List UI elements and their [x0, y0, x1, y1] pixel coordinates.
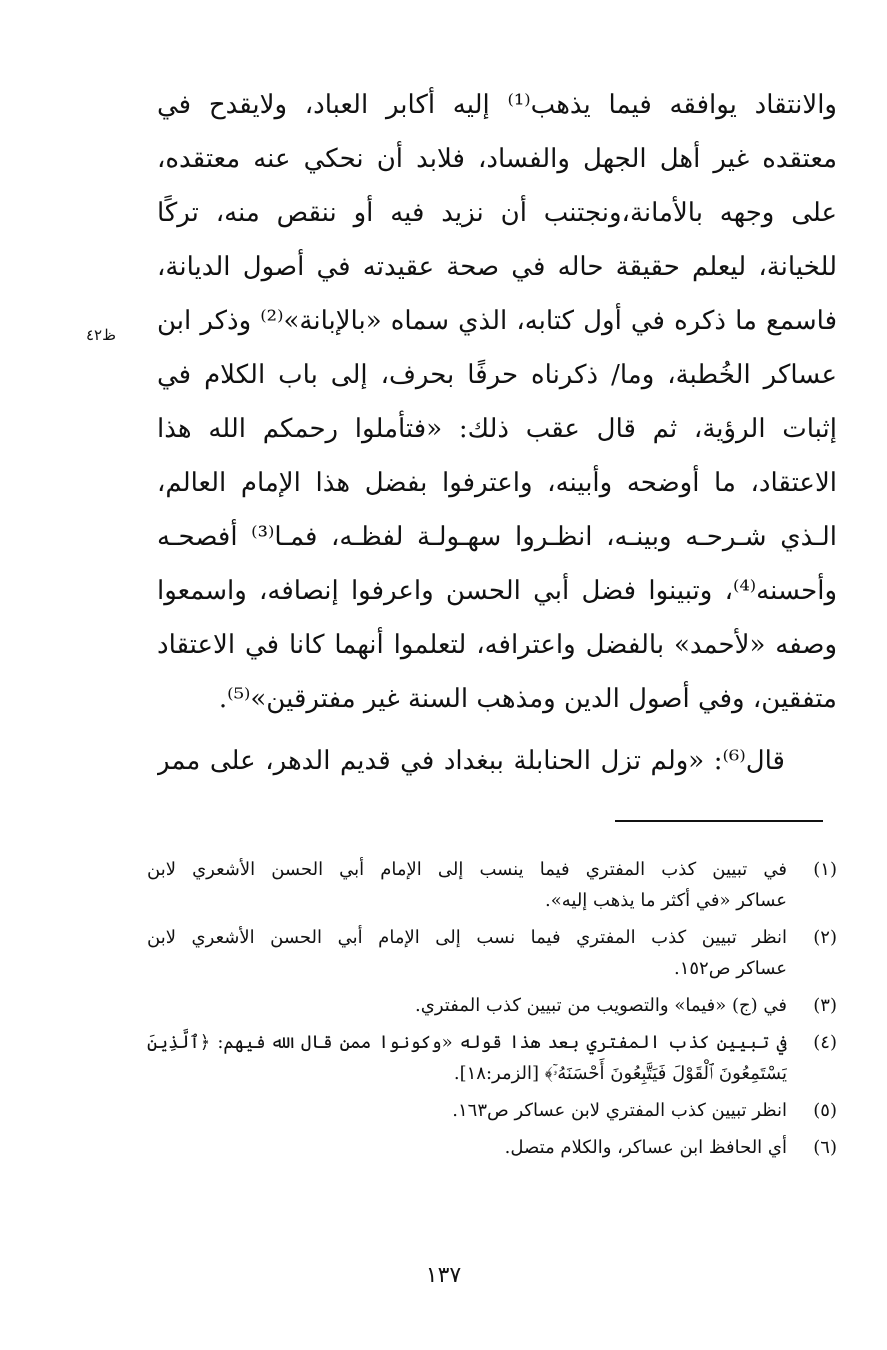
footnote-5	[147, 1095, 837, 1126]
footnote-4	[147, 1027, 837, 1089]
main-text-line: وصفه «لأحمد» بالفضل واعترافه، لتعلموا أنهما كانا في الاعتقاد	[157, 630, 837, 660]
footnote-3	[147, 990, 837, 1021]
main-text-line: متفقين، وفي أصول الدين ومذهب السنة غير مفترقين»⁽⁵⁾.	[218, 684, 837, 714]
footnote-number: (٢)	[813, 927, 837, 948]
footnote-text: أي الحافظ ابن عساكر، والكلام متصل.	[504, 1137, 787, 1158]
footnote-text: عساكر «في أكثر ما يذهب إليه».	[545, 890, 787, 911]
main-text-line: وأحسنه⁽⁴⁾، وتبينوا فضل أبي الحسن واعرفوا إنصافه، واسمعوا	[157, 576, 837, 606]
page-number: ١٣٧	[425, 1263, 462, 1288]
footnote-6	[147, 1132, 837, 1163]
paragraph-start-line: قال⁽⁶⁾: «ولم تزل الحنابلة ببغداد في قديم الدهر، على ممر	[157, 746, 785, 776]
footnote-2	[147, 922, 837, 984]
footnote-quran-verse: يَسْتَمِعُونَ ٱلْقَوْلَ فَيَتَّبِعُونَ أَحْسَنَهُۥٓ﴾ [الزمر:١٨].	[453, 1063, 787, 1084]
footnote-text: في تبيين كذب المفتري بعد هذا قوله «وكونوا ممن قال الله فيهم: ﴿ٱلَّذِينَ	[147, 1032, 787, 1053]
footnote-text: انظر تبيين كذب المفتري لابن عساكر ص١٦٣.	[452, 1100, 787, 1121]
manuscript-folio-marker: ظ٤٢	[86, 326, 116, 344]
footnote-number: (٤)	[813, 1032, 837, 1053]
footnotes-section	[147, 854, 837, 1169]
footnote-text: في (ج) «فيما» والتصويب من تبيين كذب المفتري.	[415, 995, 787, 1016]
footnote-text: عساكر ص١٥٢.	[673, 958, 787, 979]
footnote-text: انظر تبيين كذب المفتري فيما نسب إلى الإمام أبي الحسن الأشعري لابن	[147, 927, 787, 948]
footnote-number: (٦)	[813, 1137, 837, 1158]
footnote-separator	[615, 820, 823, 822]
main-text-line: معتقده غير أهل الجهل والفساد، فلابد أن نحكي عنه معتقده،	[157, 144, 837, 174]
footnote-number: (٣)	[813, 995, 837, 1016]
footnote-number: (٥)	[813, 1100, 837, 1121]
main-text-line: والانتقاد يوافقه فيما يذهب⁽¹⁾ إليه أكابر العباد، ولايقدح في	[157, 90, 837, 120]
footnote-text: في تبيين كذب المفتري فيما ينسب إلى الإمام أبي الحسن الأشعري لابن	[147, 859, 787, 880]
main-text-line: عساكر الخُطبة، وما/ ذكرناه حرفًا بحرف، إلى باب الكلام في	[157, 360, 837, 390]
main-text-line: فاسمع ما ذكره في أول كتابه، الذي سماه «بالإبانة»⁽²⁾ وذكر ابن	[157, 306, 837, 336]
footnote-1	[147, 854, 837, 916]
main-text-line: الـذي شـرحـه وبينـه، انظـروا سهـولـة لفظـه، فمـا⁽³⁾ أفصحـه	[157, 522, 837, 552]
main-text-line: الاعتقاد، ما أوضحه وأبينه، واعترفوا بفضل هذا الإمام العالم،	[157, 468, 837, 498]
main-text-block	[157, 78, 837, 788]
main-text-line: إثبات الرؤية، ثم قال عقب ذلك: «فتأملوا رحمكم الله هذا	[157, 414, 837, 444]
main-text-line: للخيانة، ليعلم حقيقة حاله في صحة عقيدته في أصول الديانة،	[157, 252, 837, 282]
main-text-line: على وجهه بالأمانة،ونجتنب أن نزيد فيه أو ننقص منه، تركًا	[157, 198, 837, 228]
footnote-number: (١)	[813, 859, 837, 880]
